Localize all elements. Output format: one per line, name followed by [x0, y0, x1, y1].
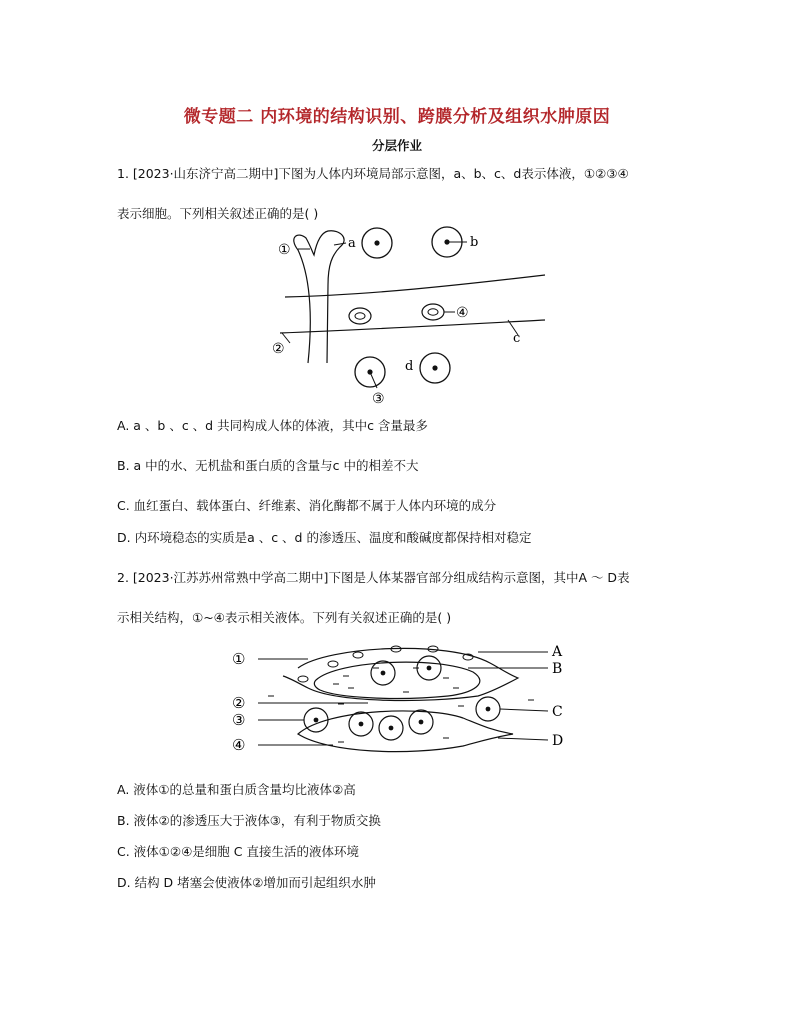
blood-cell: [349, 308, 371, 324]
label-B: B: [552, 661, 563, 677]
label-circled-1: ①: [232, 650, 246, 668]
page-subtitle: 分层作业: [371, 138, 422, 153]
q1-option-b[interactable]: B. a 中的水、无机盐和蛋白质的含量与c 中的相差不大: [117, 458, 419, 473]
lymphatic-vessel: [298, 711, 513, 752]
label-circled-4: ④: [456, 305, 469, 321]
label-circled-2: ②: [232, 694, 246, 712]
cell-nucleus: [432, 365, 437, 370]
capillary-upper-wall: [285, 275, 545, 297]
label-circled-4: ④: [232, 736, 246, 754]
q2-stem-line2: 示相关结构，①~④表示相关液体。下列有关叙述正确的是( ): [117, 610, 452, 625]
capillary-lower-wall: [280, 320, 545, 333]
vessel-inner-wall: [314, 662, 479, 698]
label-A: A: [552, 644, 563, 660]
label-circled-1: ①: [278, 242, 291, 258]
label-circled-2: ②: [272, 341, 285, 357]
label-b: b: [470, 235, 479, 250]
q1-option-c[interactable]: C. 血红蛋白、载体蛋白、纤维素、消化酶都不属于人体内环境的成分: [117, 498, 497, 513]
q2-figure: [228, 638, 573, 763]
q2-option-c[interactable]: C. 液体①②④是细胞 C 直接生活的液体环境: [117, 844, 359, 859]
label-D: D: [552, 733, 564, 749]
blood-cell: [422, 304, 444, 320]
q1-option-a[interactable]: A. a 、b 、c 、d 共同构成人体的体液，其中c 含量最多: [117, 418, 428, 433]
q2-option-d[interactable]: D. 结构 D 堵塞会使液体②增加而引起组织水肿: [117, 875, 376, 890]
label-d: d: [405, 359, 414, 374]
vessel-outer-wall: [283, 648, 518, 700]
cell-nucleus: [374, 240, 379, 245]
q2-option-a[interactable]: A. 液体①的总量和蛋白质含量均比液体②高: [117, 782, 356, 797]
q2-stem-line1: 2. [2023·江苏苏州常熟中学高二期中]下图是人体某器官部分组成结构示意图，其中A ～ D表: [117, 570, 630, 585]
label-C: C: [552, 704, 563, 720]
q1-stem-line2: 表示细胞。下列相关叙述正确的是( ): [117, 206, 319, 221]
label-circled-3: ③: [372, 391, 385, 407]
q1-stem-line1: 1. [2023·山东济宁高二期中]下图为人体内环境局部示意图，a、b、c、d表示体液，①②③④: [117, 166, 629, 181]
q1-option-d[interactable]: D. 内环境稳态的实质是a 、c 、d 的渗透压、温度和酸碱度都保持相对稳定: [117, 530, 532, 545]
label-c: c: [513, 331, 521, 346]
label-a: a: [348, 236, 356, 251]
page-title: 微专题二 内环境的结构识别、跨膜分析及组织水肿原因: [183, 107, 611, 127]
blood-cell-center: [355, 313, 365, 319]
q1-figure: [250, 225, 550, 410]
q2-option-b[interactable]: B. 液体②的渗透压大于液体③，有利于物质交换: [117, 813, 381, 828]
blood-cell-center: [428, 309, 438, 315]
label-circled-3: ③: [232, 711, 246, 729]
